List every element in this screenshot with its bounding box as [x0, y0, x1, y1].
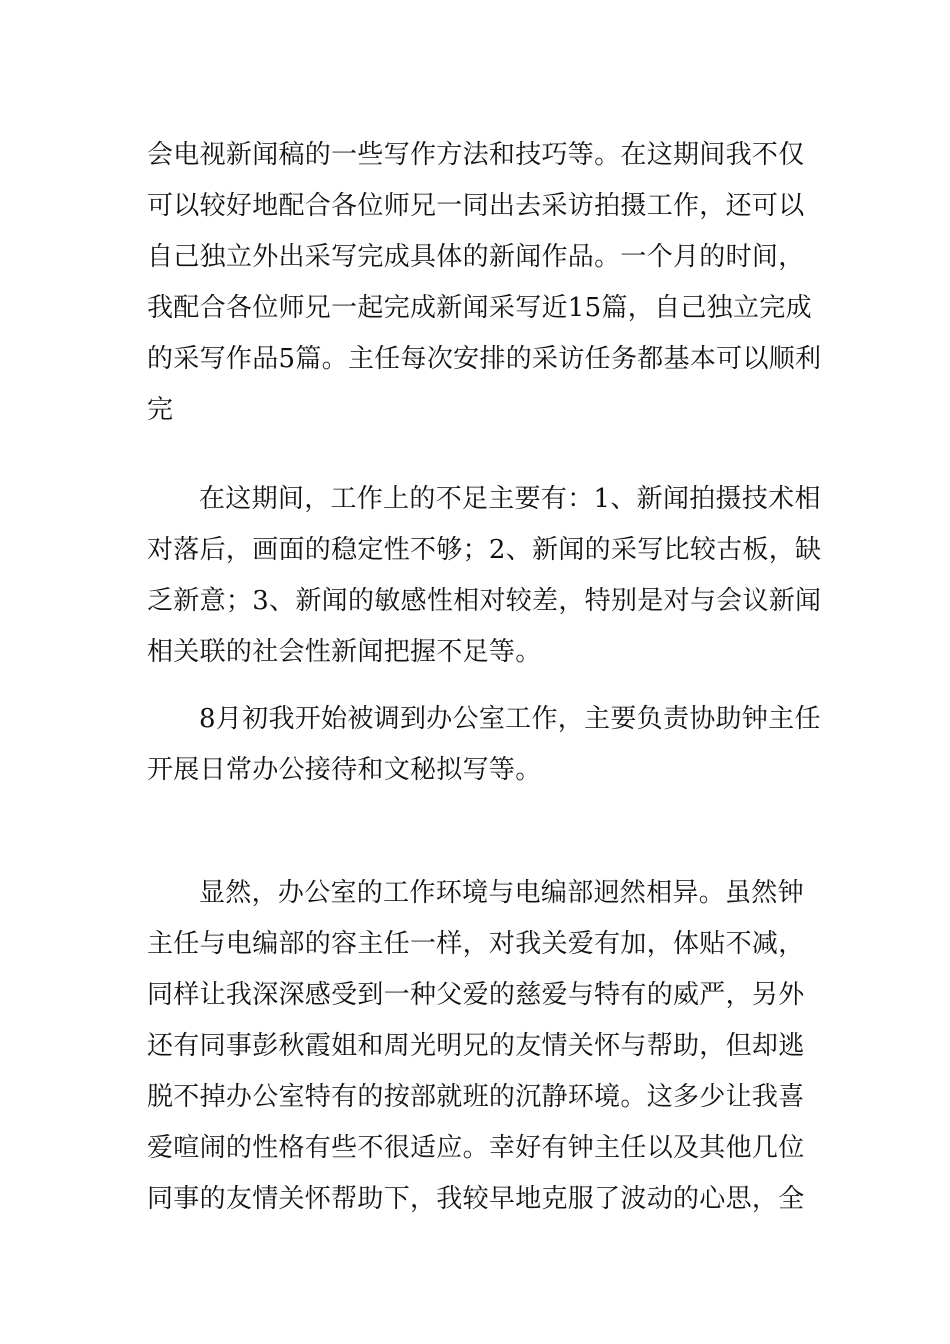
paragraph-office-environment [147, 868, 827, 1225]
text-line: 可以较好地配合各位师兄一同出去采访拍摄工作，还可以 [147, 191, 805, 221]
text-line: 在这期间，工作上的不足主要有：1、新闻拍摄技术相 [199, 484, 821, 514]
text-line: 乏新意；3、新闻的敏感性相对较差，特别是对与会议新闻 [147, 586, 822, 616]
text-line: 显然，办公室的工作环境与电编部迥然相异。虽然钟 [199, 878, 804, 908]
text-line: 主任与电编部的容主任一样，对我关爱有加，体贴不减， [147, 929, 805, 959]
text-line: 我配合各位师兄一起完成新闻采写近15篇，自己独立完成 [147, 293, 812, 323]
text-line: 相关联的社会性新闻把握不足等。 [147, 637, 542, 667]
paragraph-training-summary [147, 130, 827, 436]
text-line: 自己独立外出采写完成具体的新闻作品。一个月的时间， [147, 242, 805, 272]
text-line: 开展日常办公接待和文秘拟写等。 [147, 755, 542, 785]
text-line: 的采写作品5篇。主任每次安排的采访任务都基本可以顺利 [147, 344, 822, 374]
text-line: 会电视新闻稿的一些写作方法和技巧等。在这期间我不仅 [147, 140, 805, 170]
text-line: 完 [147, 395, 174, 425]
text-line: 同样让我深深感受到一种父爱的慈爱与特有的威严，另外 [147, 980, 805, 1010]
text-line: 对落后，画面的稳定性不够；2、新闻的采写比较古板，缺 [147, 535, 822, 565]
text-line: 8月初我开始被调到办公室工作，主要负责协助钟主任 [199, 704, 821, 734]
text-line: 还有同事彭秋霞姐和周光明兄的友情关怀与帮助，但却逃 [147, 1031, 805, 1061]
text-line: 爱喧闹的性格有些不很适应。幸好有钟主任以及其他几位 [147, 1133, 805, 1163]
text-line: 脱不掉办公室特有的按部就班的沉静环境。这多少让我喜 [147, 1082, 805, 1112]
text-line: 同事的友情关怀帮助下，我较早地克服了波动的心思，全 [147, 1184, 805, 1214]
paragraph-shortcomings [147, 474, 827, 678]
paragraph-office-transfer [147, 694, 827, 796]
